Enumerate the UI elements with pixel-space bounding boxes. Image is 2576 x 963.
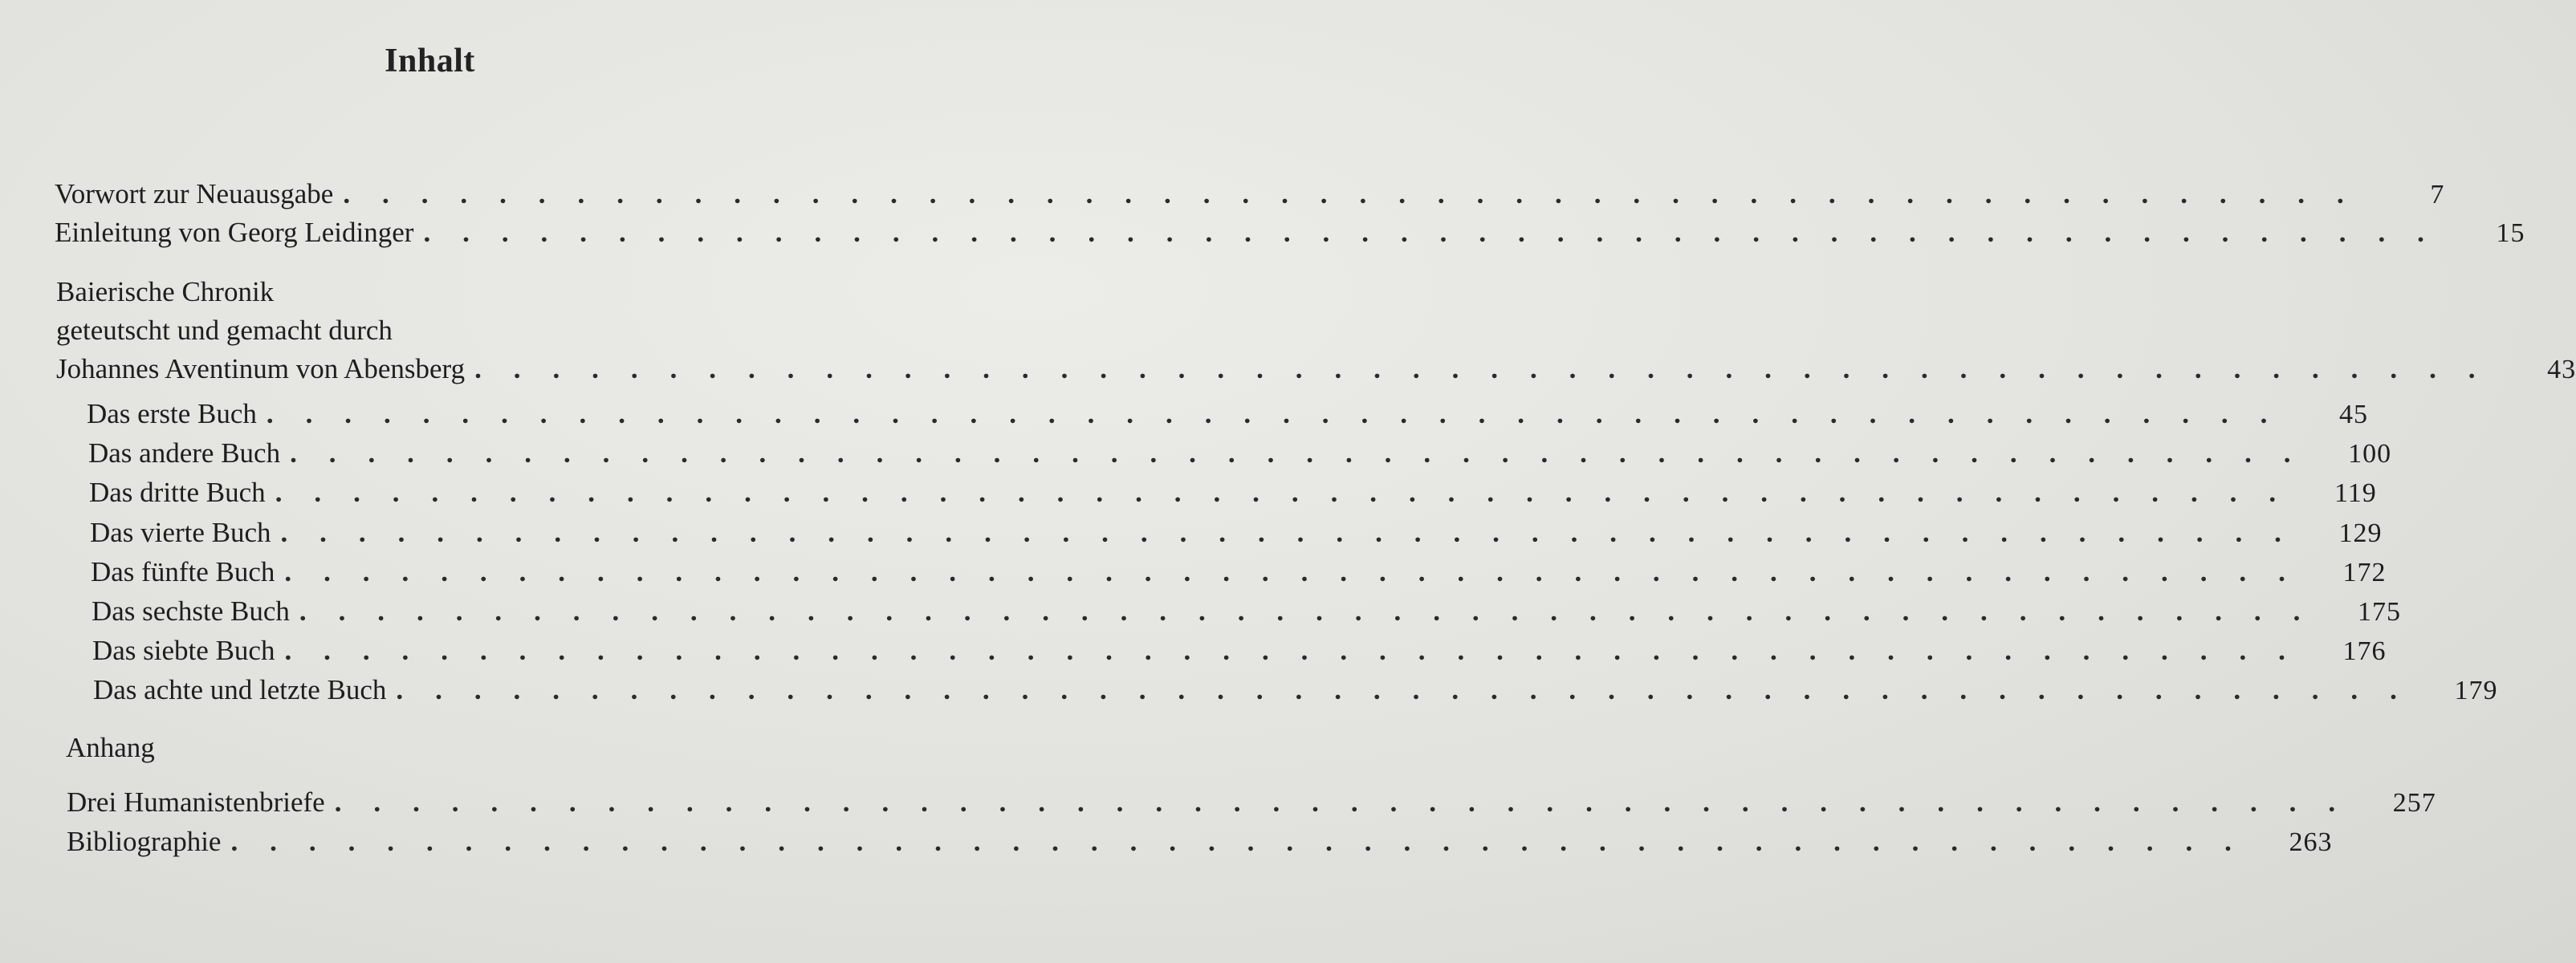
dot-leader: . . . . . . . . . . . . . . . . . . . . . . . . . . . . . . . . . . . . . . . . . . . . . . . . . . . .: [275, 477, 2289, 508]
toc-entry-book-5: [91, 553, 2387, 591]
dot-leader: . . . . . . . . . . . . . . . . . . . . . . . . . . . . . . . . . . . . . . . . . . . . . . . . . . . .: [284, 635, 2298, 666]
section-heading-chronik-line2: geteutscht und gemacht durch: [56, 315, 393, 346]
toc-page-number: 119: [2334, 478, 2377, 508]
toc-entry-label: Das siebte Buch: [92, 635, 275, 666]
dot-leader: . . . . . . . . . . . . . . . . . . . . . . . . . . . . . . . . . . . . . . . . . . . . . . . . . . . .: [423, 217, 2437, 248]
dot-leader: . . . . . . . . . . . . . . . . . . . . . . . . . . . . . . . . . . . . . . . . . . . . . . . . . . . .: [284, 556, 2298, 587]
toc-entry-label: Das achte und letzte Buch: [93, 674, 387, 705]
dot-leader: . . . . . . . . . . . . . . . . . . . . . . . . . . . . . . . . . . . . . . . . . . . . . . . . . . . .: [290, 437, 2304, 469]
toc-entry-book-2: [88, 434, 2392, 473]
toc-page-number: 15: [2496, 218, 2525, 248]
dot-leader: . . . . . . . . . . . . . . . . . . . . . . . . . . . . . . . . . . . . . . . . . . . . . . . . . . . .: [230, 826, 2244, 857]
toc-page-number: 179: [2454, 676, 2498, 705]
dot-leader: . . . . . . . . . . . . . . . . . . . . . . . . . . . . . . . . . . . . . . . . . . . . . . . . . . . .: [343, 178, 2357, 209]
dot-leader: . . . . . . . . . . . . . . . . . . . . . . . . . . . . . . . . . . . . . . . . . . . . . . . . . . . .: [280, 517, 2294, 548]
dot-leader: . . . . . . . . . . . . . . . . . . . . . . . . . . . . . . . . . . . . . . . . . . . . . . . . . . . .: [396, 674, 2410, 705]
toc-page-number: 129: [2338, 518, 2383, 548]
toc-entry-label: Das vierte Buch: [90, 517, 271, 548]
toc-entry-book-7: [92, 632, 2387, 670]
toc-entry-bibliographie: [67, 823, 2333, 861]
toc-page-number: 172: [2342, 558, 2387, 587]
toc-entry-book-4: [90, 514, 2383, 552]
toc-entry-label: Das dritte Buch: [89, 477, 266, 508]
toc-entry-book-3: [89, 473, 2377, 512]
toc-entry-label: Einleitung von Georg Leidinger: [55, 217, 414, 248]
toc-page-number: 175: [2357, 597, 2401, 627]
toc-page-number: 100: [2348, 439, 2392, 469]
section-heading-anhang: Anhang: [66, 732, 155, 763]
toc-page-number: 7: [2430, 180, 2445, 209]
toc-entry-label: Das andere Buch: [88, 437, 281, 469]
toc-entry-label: Das fünfte Buch: [91, 556, 275, 587]
toc-page-number: 263: [2289, 827, 2333, 857]
toc-entry-vorwort: [55, 175, 2445, 213]
toc-entry-label: Das sechste Buch: [92, 595, 290, 627]
toc-entry-einleitung: [55, 213, 2525, 252]
toc-page-number: 45: [2338, 400, 2368, 429]
toc-page-number: 176: [2342, 636, 2387, 666]
toc-entry-aventinum: [56, 350, 2576, 388]
dot-leader: . . . . . . . . . . . . . . . . . . . . . . . . . . . . . . . . . . . . . . . . . . . . . . . . . . . .: [474, 353, 2489, 384]
toc-entry-label: Vorwort zur Neuausgabe: [55, 178, 334, 209]
toc-entry-label: Drei Humanistenbriefe: [67, 786, 325, 818]
section-heading-chronik-line1: Baierische Chronik: [56, 276, 275, 307]
dot-leader: . . . . . . . . . . . . . . . . . . . . . . . . . . . . . . . . . . . . . . . . . . . . . . . . . . . .: [266, 398, 2280, 429]
toc-entry-book-1: [87, 395, 2368, 433]
dot-leader: . . . . . . . . . . . . . . . . . . . . . . . . . . . . . . . . . . . . . . . . . . . . . . . . . . . .: [334, 786, 2348, 818]
page-title: Inhalt: [385, 43, 475, 79]
toc-entry-label: Bibliographie: [67, 826, 222, 857]
toc-entry-humanistenbriefe: [67, 783, 2436, 822]
toc-entry-book-6: [92, 592, 2401, 631]
toc-page-number: 257: [2392, 788, 2436, 818]
toc-entry-book-8: [93, 671, 2498, 709]
toc-entry-label: Johannes Aventinum von Abensberg: [56, 353, 466, 384]
toc-entry-label: Das erste Buch: [87, 398, 257, 429]
toc-page-number: 43: [2547, 355, 2576, 384]
dot-leader: . . . . . . . . . . . . . . . . . . . . . . . . . . . . . . . . . . . . . . . . . . . . . . . . . . . .: [299, 595, 2313, 627]
